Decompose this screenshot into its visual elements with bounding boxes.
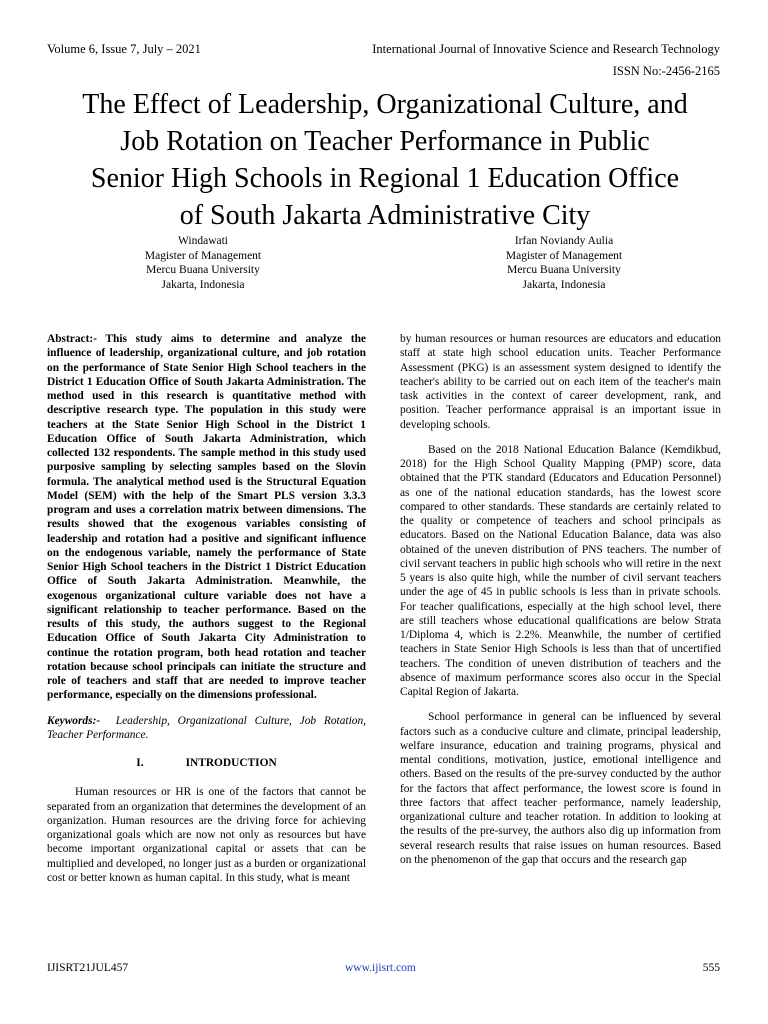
footer-page-number: 555: [702, 962, 720, 974]
section-heading: [47, 756, 366, 770]
intro-paragraph: Human resources or HR is one of the factors that cannot be separated from an organization that determines the development of an organization. Human resources are the driving force for achieving organizational goals which are now not only as resources but have become important organizational capital or assets that can be multiplied and developed, no longer just as a burden or organizational cost or better known as human capital. In this study, what is meant: [47, 786, 366, 884]
header-journal: International Journal of Innovative Science and Research Technology: [372, 42, 720, 56]
header-issn: ISSN No:-2456-2165: [612, 64, 720, 78]
keywords-text: Leadership, Organizational Culture, Job Rotation, Teacher Performance.: [47, 714, 366, 741]
left-column: [47, 332, 366, 885]
paper-title: [40, 86, 730, 234]
author-block-1: [83, 234, 323, 292]
author-university: Mercu Buana University: [146, 264, 260, 276]
header-volume: Volume 6, Issue 7, July – 2021: [47, 42, 201, 56]
title-line: Job Rotation on Teacher Performance in Public: [120, 126, 650, 157]
section-title: INTRODUCTION: [185, 757, 277, 769]
body-paragraph-2: Based on the 2018 National Education Balance (Kemdikbud, 2018) for the High School Quality Mapping (PMP) score, data obtained that the PTK standard (Educators and Education Personnel) as one of the national education standards, has the lowest score compared to other standards. These standards are certainly related to the quality or competence of teachers and school principals as educators. Based on the National Education Balance, data was also obtained of the uneven distribution of PNS teachers. The number of civil servant teachers in public high schools who will retire in the next 5 years is also quite high, while the number of civil servant teachers under the age of 45 in public schools is less than in private schools. For teacher qualifications, especially at the high school level, there are still teachers whose educational qualifications are below Strata 1/Diploma 4, which is 2.2%. Meanwhile, the number of certified teachers in State Senior High Schools is less than that of uncertified teachers. The condition of uneven distribution of teachers and the absence of maximum performance scores also occur in the Special Capital Region of Jakarta.: [400, 443, 721, 698]
title-line: The Effect of Leadership, Organizational Culture, and: [82, 89, 688, 120]
author-location: Jakarta, Indonesia: [522, 278, 606, 291]
author-block-2: [444, 234, 684, 292]
abstract: Abstract:- This study aims to determine and analyze the influence of leadership, organizational culture, and job rotation on the performance of State Senior High School teachers in the District 1 Education Office of South Jakarta Administration. The method used in this research is quantitative method with descriptive research type. The population in this study were teachers at the State Senior High School in the District 1 Education Office of South Jakarta Administration, which collected 132 respondents. The sample method in this study used purposive sampling by selecting samples based on the Slovin formula. The analytical method used is the Structural Equation Model (SEM) with the help of the Smart PLS version 3.3.3 program and uses a correlation matrix between dimensions. The results showed that the exogenous variables consisting of leadership and rotation had a positive and significant influence on the endogenous variable, namely the performance of State Senior High School teachers in the District 1 District Education Office of South Jakarta Administration. Meanwhile, the exogenous organizational culture variable does not have a significant relationship to teacher performance. Based on the results of this study, the authors suggest to the Regional Education Office of South Jakarta City Administration to continue the rotation program, both head rotation and teacher rotation because school principals can initiate the structure and role of teachers and staff that are needed to improve teacher performance, especially on the dimensions professional.: [47, 333, 366, 702]
section-number: I.: [136, 757, 144, 769]
right-column: [400, 332, 721, 867]
body-paragraph-3: School performance in general can be influenced by several factors such as a conducive culture and climate, principal leadership, welfare insurance, education and training programs, physical and mental conditions, motivation, justice, emotional intelligence and others. Based on the results of the pre-survey conducted by the author for the factors that affect performance, the lowest score is found in three factors that affect teacher performance, namely leadership, organizational culture and teacher rotation. In addition to looking at the results of the pre-survey, the authors also dig up information from several research results that raise issues on human resources. Based on the phenomenon of the gap that occurs and the research gap: [400, 711, 721, 866]
author-degree: Magister of Management: [505, 249, 623, 262]
keywords-label: Keywords:-: [47, 714, 101, 727]
author-name: Windawati: [178, 235, 228, 247]
footer-paper-id: IJISRT21JUL457: [47, 962, 129, 974]
keywords: [47, 714, 366, 743]
author-location: Jakarta, Indonesia: [161, 278, 245, 291]
author-name: Irfan Noviandy Aulia: [514, 235, 614, 247]
title-line: Senior High Schools in Regional 1 Education Office: [90, 163, 680, 194]
author-degree: Magister of Management: [144, 249, 262, 262]
body-paragraph-1: by human resources or human resources are educators and education staff at state high school education units. Teacher Performance Assessment (PKG) is an assessment system designed to identify the teacher's ability to be carried out on each item of the teacher's main task activities in the context of career development, rank, and position. Teacher performance appraisal is an important issue in developing schools.: [400, 333, 721, 431]
author-university: Mercu Buana University: [507, 264, 621, 276]
footer-website-link[interactable]: www.ijisrt.com: [345, 962, 416, 974]
title-line: of South Jakarta Administrative City: [179, 200, 591, 231]
